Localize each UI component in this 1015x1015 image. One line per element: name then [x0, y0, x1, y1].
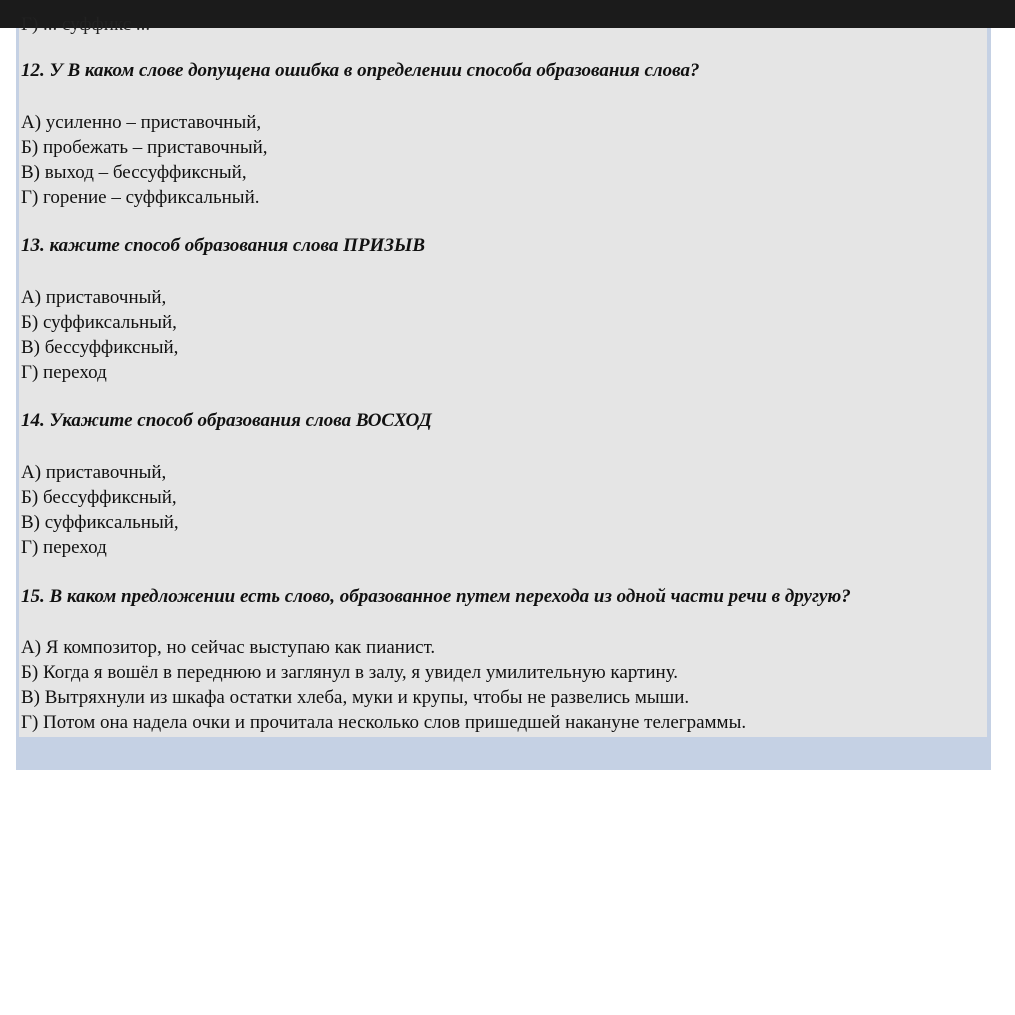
- question-13-options: [21, 285, 178, 385]
- question-13-title: 13. кажите способ образования слова ПРИЗЫВ: [21, 235, 426, 256]
- option-a: А) приставочный,: [21, 287, 167, 308]
- question-15-options: [21, 635, 746, 735]
- option-d: Г) переход: [21, 362, 107, 383]
- question-12-title: 12. У В каком слове допущена ошибка в определении способа образования слова?: [21, 60, 700, 81]
- question-14-title: 14. Укажите способ образования слова ВОСХОД: [21, 410, 432, 431]
- option-c: В) бессуффиксный,: [21, 337, 179, 358]
- test-content-panel: [19, 14, 987, 737]
- option-b: Б) суффиксальный,: [21, 312, 177, 333]
- question-15-title: 15. В каком предложении есть слово, образованное путем перехода из одной части речи в другую?: [21, 586, 851, 607]
- option-b: Б) Когда я вошёл в переднюю и заглянул в залу, я увидел умилительную картину.: [21, 662, 679, 683]
- option-b: Б) бессуффиксный,: [21, 487, 177, 508]
- document-frame: [16, 14, 991, 770]
- option-a: А) приставочный,: [21, 462, 167, 483]
- question-12-options: [21, 110, 268, 210]
- option-d: Г) переход: [21, 537, 107, 558]
- option-c: В) суффиксальный,: [21, 512, 179, 533]
- option-d: Г) горение – суффиксальный.: [21, 187, 260, 208]
- top-bar: [0, 0, 1015, 28]
- cut-off-line: Г) ... суффикс ...: [21, 14, 151, 35]
- option-a: А) Я композитор, но сейчас выступаю как пианист.: [21, 637, 436, 658]
- option-b: Б) пробежать – приставочный,: [21, 137, 268, 158]
- option-a: А) усиленно – приставочный,: [21, 112, 262, 133]
- question-14-options: [21, 460, 179, 560]
- option-c: В) Вытряхнули из шкафа остатки хлеба, муки и крупы, чтобы не развелись мыши.: [21, 687, 690, 708]
- option-c: В) выход – бессуффиксный,: [21, 162, 247, 183]
- option-d: Г) Потом она надела очки и прочитала несколько слов пришедшей накануне телеграммы.: [21, 712, 747, 733]
